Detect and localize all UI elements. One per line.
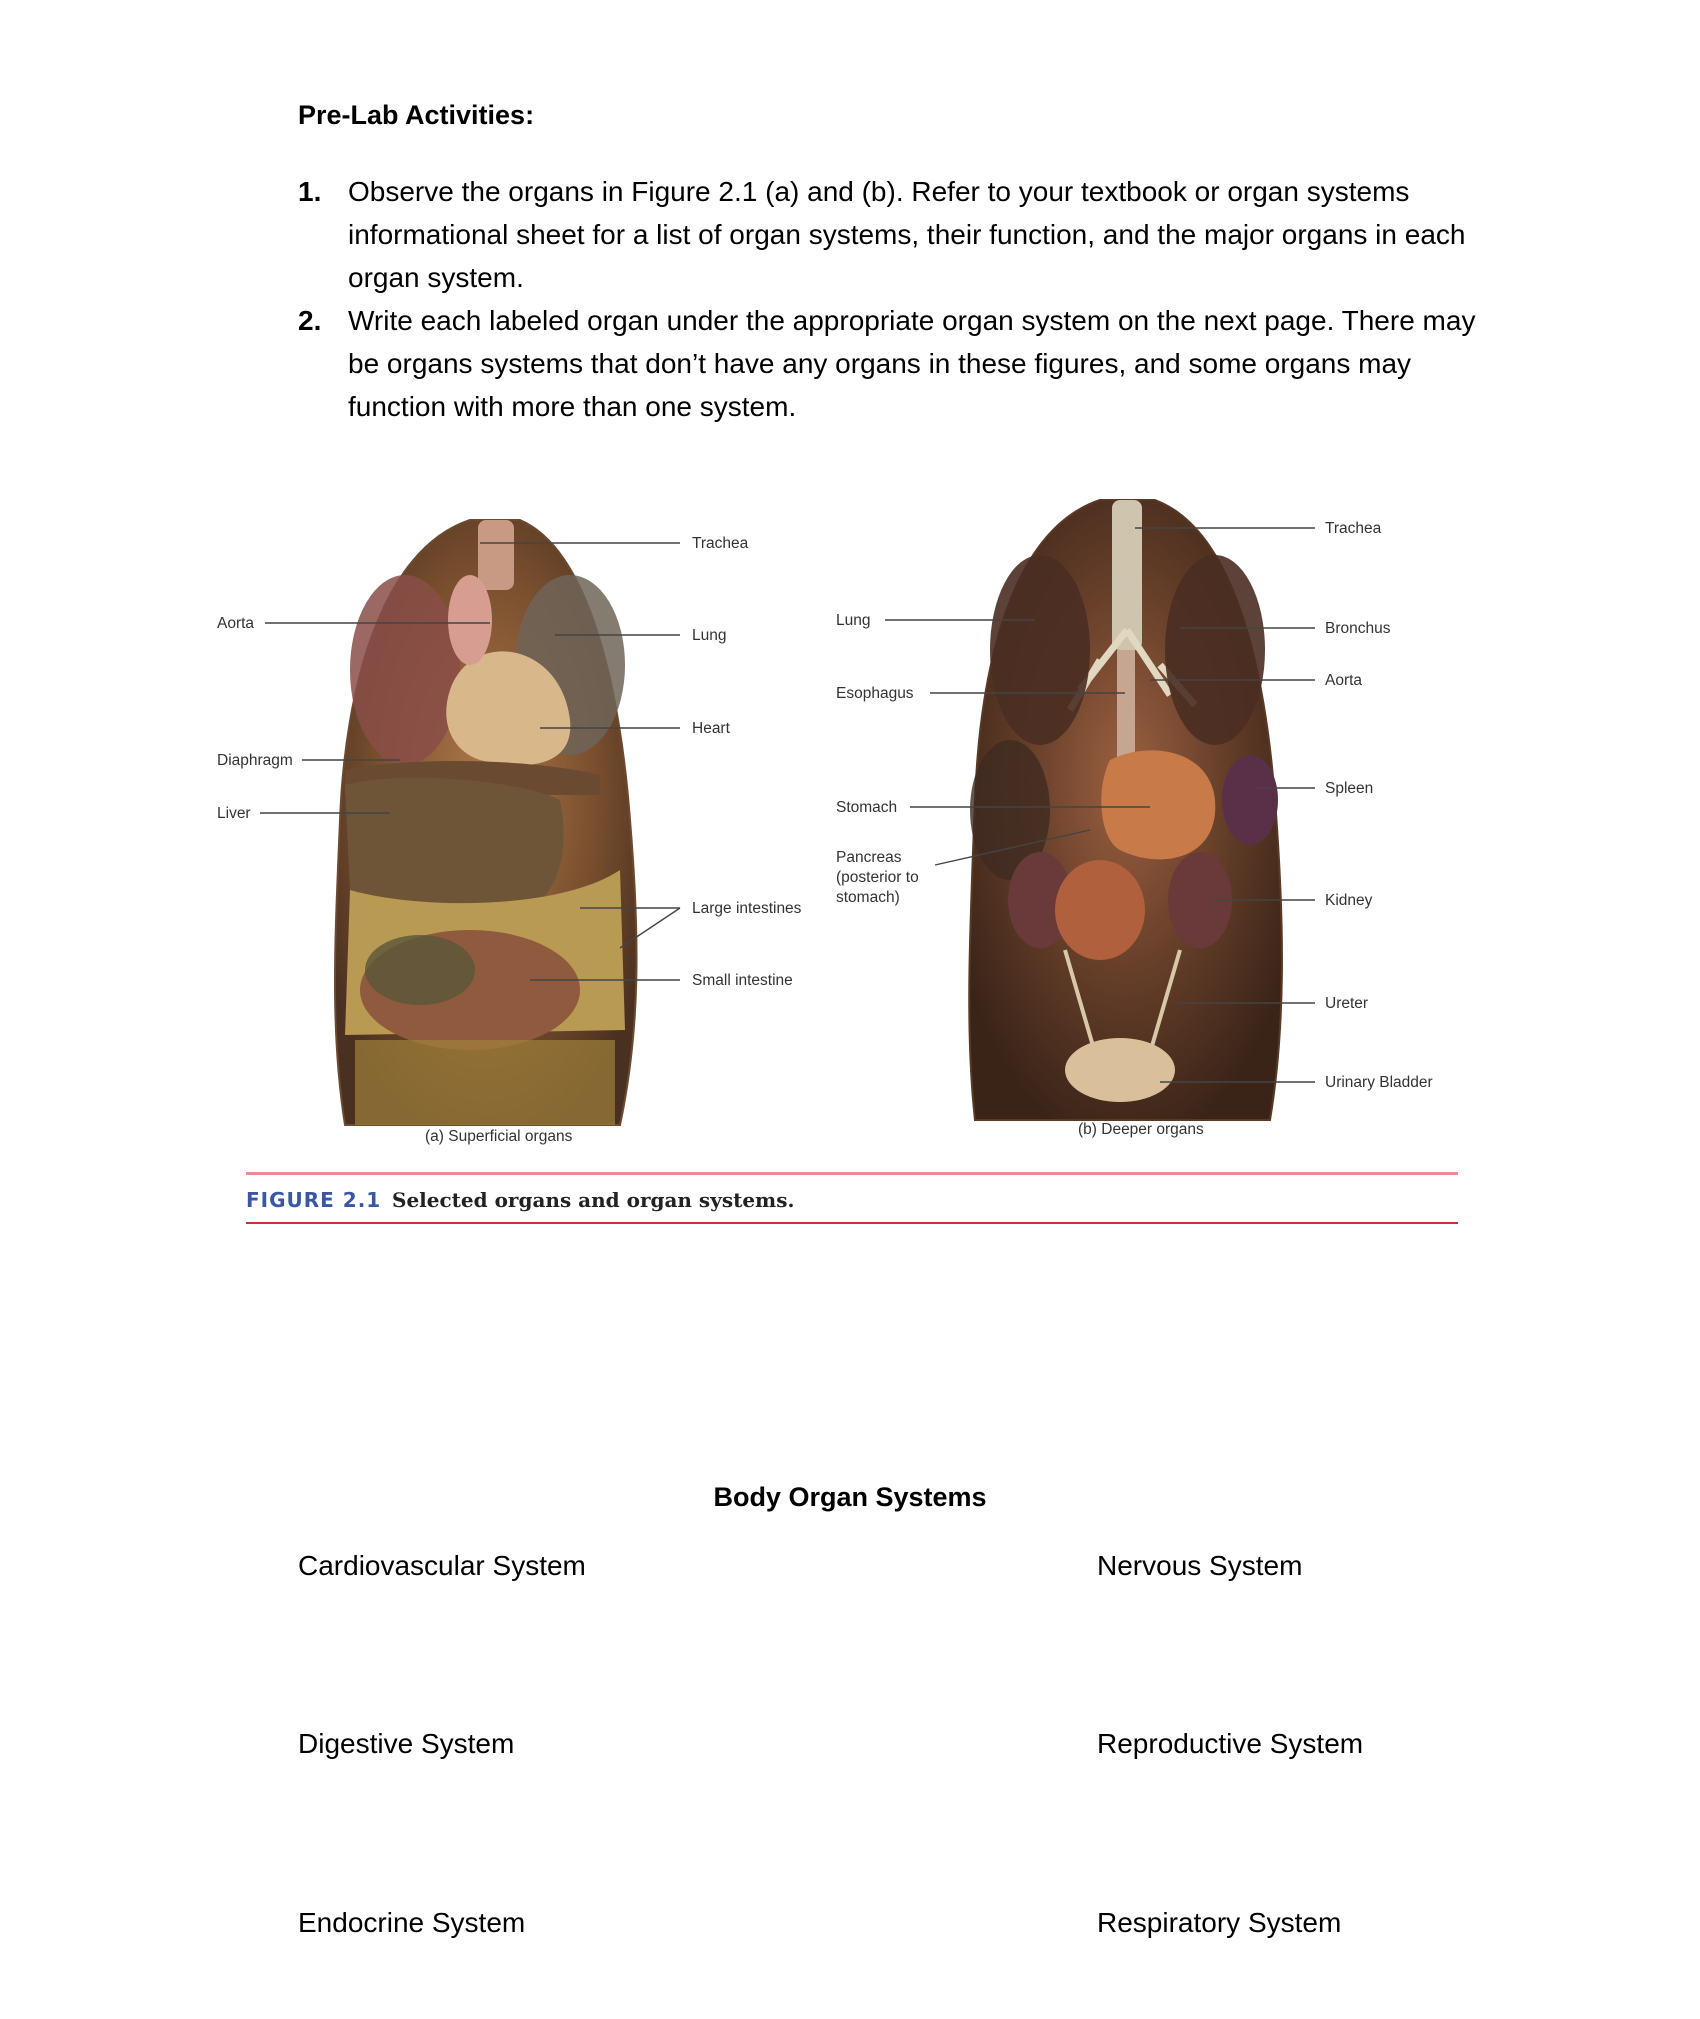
label-a-aorta: Aorta	[217, 615, 255, 632]
anatomy-figure	[0, 470, 1700, 1170]
panel-a-illustration	[335, 520, 637, 1125]
label-a-heart: Heart	[692, 720, 730, 737]
caption-rule-bottom	[246, 1222, 1458, 1224]
system-cardiovascular: Cardiovascular System	[298, 1550, 586, 1581]
label-b-lung: Lung	[836, 612, 871, 629]
label-b-ureter: Ureter	[1325, 995, 1369, 1012]
label-b-esophagus: Esophagus	[836, 685, 914, 702]
panel-b-caption: (b) Deeper organs	[1078, 1121, 1204, 1138]
label-b-pancreas-line1: Pancreas	[836, 849, 902, 866]
step-text: Observe the organs in Figure 2.1 (a) and (b). Refer to your textbook or organ systems informational sheet for a list of organ systems, their function, and the major organs in each organ system.	[348, 176, 1466, 293]
caption-rule-top	[246, 1172, 1458, 1175]
label-a-diaphragm: Diaphragm	[217, 752, 293, 769]
label-a-liver: Liver	[217, 805, 251, 822]
label-b-stomach: Stomach	[836, 799, 898, 816]
step-number: 2.	[298, 305, 322, 336]
label-b-spleen: Spleen	[1325, 780, 1374, 797]
system-respiratory: Respiratory System	[1097, 1907, 1342, 1938]
systems-title: Body Organ Systems	[713, 1482, 987, 1512]
system-digestive: Digestive System	[298, 1728, 515, 1759]
label-a-trachea: Trachea	[692, 535, 749, 552]
figure-caption: Selected organs and organ systems.	[392, 1188, 795, 1212]
label-b-pancreas-line2: (posterior to	[836, 869, 919, 886]
step-number: 1.	[298, 176, 322, 207]
label-a-lung: Lung	[692, 627, 727, 644]
prelab-steps	[298, 170, 1488, 428]
figure-2-1	[0, 470, 1700, 1230]
label-b-urinary-bladder: Urinary Bladder	[1325, 1074, 1433, 1091]
label-b-bronchus: Bronchus	[1325, 620, 1391, 637]
prelab-heading: Pre-Lab Activities:	[298, 100, 535, 130]
prelab-step	[298, 299, 1488, 428]
panel-b-illustration	[969, 500, 1282, 1120]
label-b-pancreas-line3: stomach)	[836, 889, 900, 906]
system-endocrine: Endocrine System	[298, 1907, 526, 1938]
label-b-trachea: Trachea	[1325, 520, 1382, 537]
prelab-step	[298, 170, 1488, 299]
step-text: Write each labeled organ under the appropriate organ system on the next page. There may be organs systems that don’t have any organs in these figures, and some organs may function with more than one system.	[348, 305, 1476, 422]
panel-a-caption: (a) Superficial organs	[425, 1128, 573, 1145]
label-b-kidney: Kidney	[1325, 892, 1373, 909]
label-a-large-intestines: Large intestines	[692, 900, 802, 917]
label-a-small-intestine: Small intestine	[692, 972, 793, 989]
system-reproductive: Reproductive System	[1097, 1728, 1364, 1759]
label-b-aorta: Aorta	[1325, 672, 1363, 689]
system-nervous: Nervous System	[1097, 1550, 1303, 1581]
figure-number: FIGURE 2.1	[246, 1188, 382, 1212]
